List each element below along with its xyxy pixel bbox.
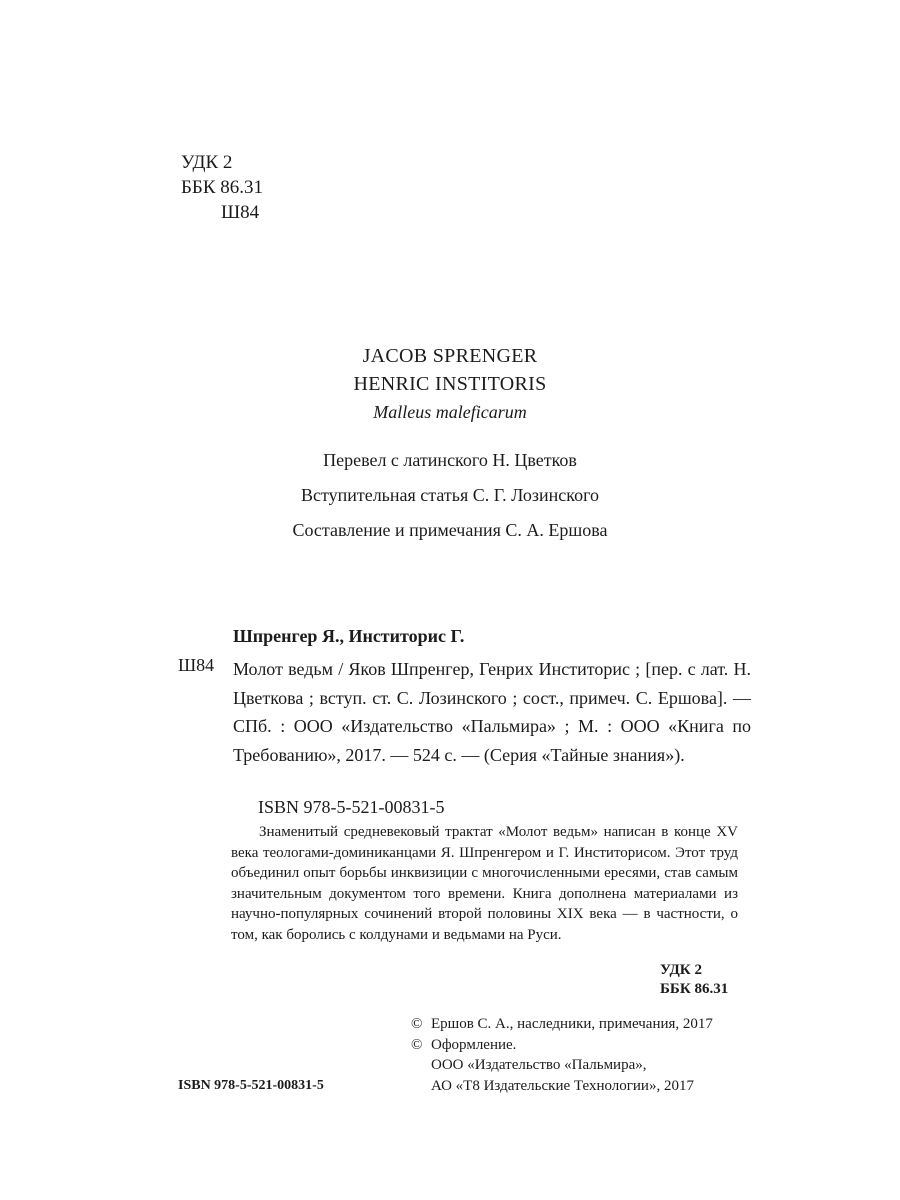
classification-codes (181, 150, 263, 225)
annotation: Знаменитый средневековый трактат «Молот ведьм» написан в конце XV века теологами-доминиканцами Я. Шпренгером и Г. Инститорисом. Этот труд объединил опыт борьбы инквизиции с многочисленными ересями, став самым значительным документом того времени. Книга дополнена материалами из научно-популярных сочинений второй половины XIX века — в частности, о том, как боролись с колдунами и ведьмами на Руси. (231, 824, 738, 943)
copyright-line-4: АО «T8 Издательские Технологии», 2017 (431, 1077, 694, 1094)
isbn-bottom: ISBN 978-5-521-00831-5 (178, 1078, 324, 1093)
title-block (0, 342, 900, 426)
author-institoris: HENRIC INSTITORIS (353, 373, 547, 395)
bibliographic-description: Молот ведьм / Яков Шпренгер, Генрих Инститорис ; [пер. с лат. Н. Цветкова ; вступ. ст. С. Лозинского ; сост., примеч. С. Ершова]. — СПб. : ООО «Издательство «Пальмира» ; М. : ООО «Книга по Требованию», 2017. — 524 с. — (Серия «Тайные знания»). (233, 659, 751, 765)
bibliographic-code: Ш84 (178, 655, 215, 675)
latin-title: Malleus maleficarum (373, 402, 527, 422)
translator-credit: Перевел с латинского Н. Цветков (323, 450, 577, 470)
udk-code: УДК 2 (181, 152, 233, 173)
introduction-credit: Вступительная статья С. Г. Лозинского (300, 485, 600, 505)
bbk-code: ББК 86.31 (181, 177, 263, 198)
bibliographic-isbn: ISBN 978-5-521-00831-5 (258, 797, 445, 817)
copyright-line-2: Оформление. (431, 1036, 517, 1053)
author-sprenger: JACOB SPRENGER (362, 345, 538, 367)
copyright-block (411, 1014, 713, 1096)
copyright-symbol: © (411, 1016, 423, 1032)
compilation-credit: Составление и примечания С. А. Ершова (292, 520, 608, 540)
author-mark: Ш84 (221, 202, 260, 223)
bibliographic-heading: Шпренгер Я., Инститорис Г. (233, 626, 465, 646)
bottom-classification (660, 961, 728, 999)
bottom-udk: УДК 2 (660, 962, 702, 978)
copyright-line-3: ООО «Издательство «Пальмира», (431, 1057, 647, 1073)
copyright-line-1: Ершов С. А., наследники, примечания, 2017 (431, 1016, 713, 1032)
copyright-symbol: © (411, 1036, 423, 1053)
bottom-bbk: ББК 86.31 (660, 981, 729, 997)
